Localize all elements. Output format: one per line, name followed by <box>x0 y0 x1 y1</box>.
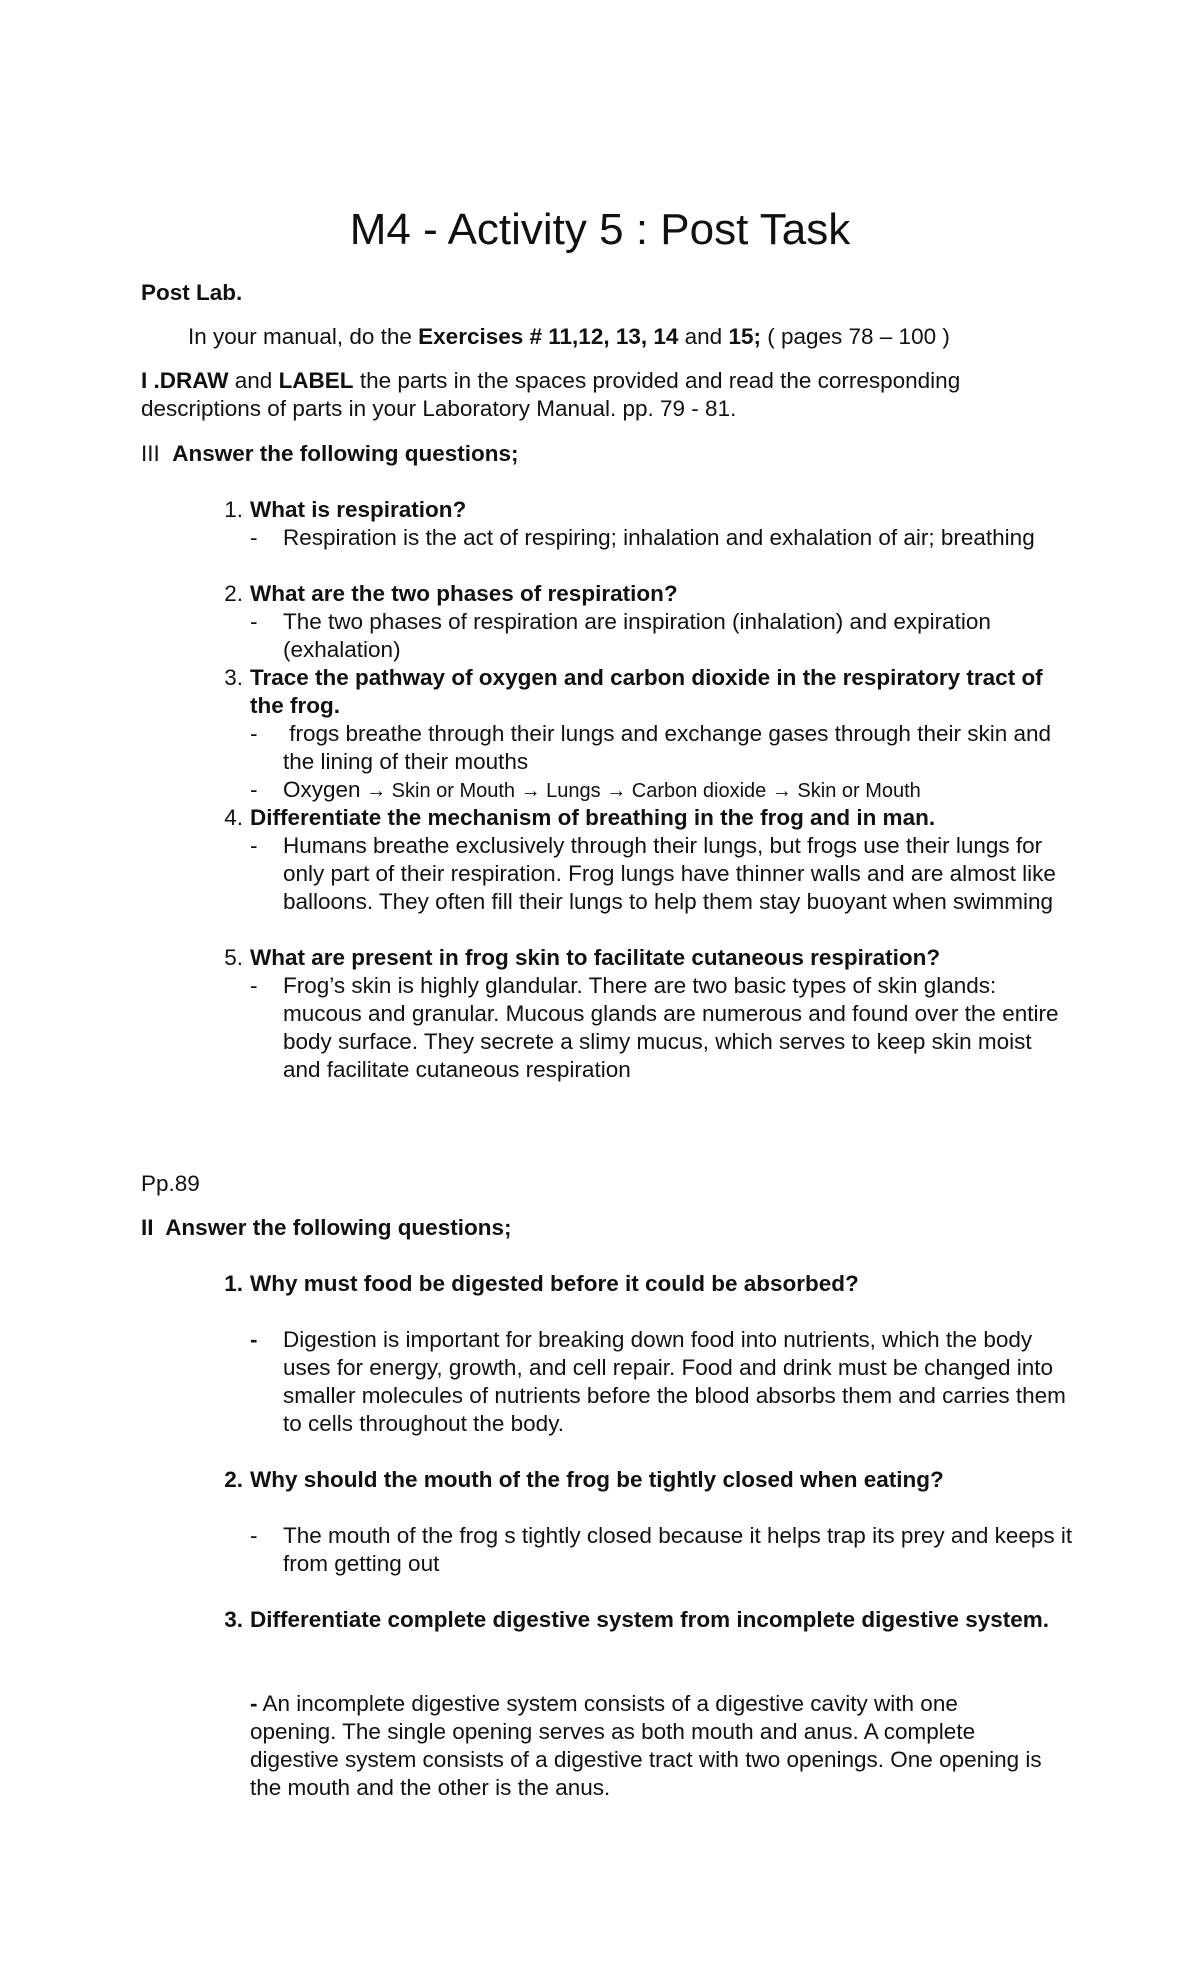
bullet-dash: - <box>250 525 258 550</box>
pathway-oxygen: Oxygen <box>283 777 361 802</box>
s2-q1-number: 1. <box>224 1271 243 1296</box>
section3-heading-line <box>141 440 519 468</box>
page-title: M4 - Activity 5 : Post Task <box>349 205 851 254</box>
s2-q3-answer-block <box>250 1690 1050 1802</box>
bullet-dash: - <box>250 1691 258 1716</box>
s2-q2-question: Why should the mouth of the frog be tightly closed when eating? <box>250 1467 944 1492</box>
section1-and: and <box>228 368 279 393</box>
bullet-dash: - <box>250 609 258 634</box>
s2-q2-answer: The mouth of the frog s tightly closed because it helps trap its prey and keeps it from getting out <box>283 1523 1073 1576</box>
section1-label: LABEL <box>278 368 354 393</box>
s3-q1-question: What is respiration? <box>250 497 467 522</box>
s2-q1-answer: Digestion is important for breaking down food into nutrients, which the body uses for energy, growth, and cell repair. Food and drink must be changed into smaller molecules of nutrients before the blood absorbs them and carries them to cells throughout the body. <box>283 1327 1066 1436</box>
s3-q4-answer: Humans breathe exclusively through their lungs, but frogs use their lungs for only part of their respiration. Frog lungs have thinner walls and are almost like balloons. They often fill their lungs to help them stay buoyant when swimming <box>283 833 1056 914</box>
s3-q1-number: 1. <box>224 497 243 522</box>
intro-and: and <box>678 324 729 349</box>
pathway-rest: → Skin or Mouth → Lungs → Carbon dioxide → Skin or Mouth <box>360 780 921 802</box>
s3-q4-question: Differentiate the mechanism of breathing in the frog and in man. <box>250 805 936 830</box>
bullet-dash: - <box>250 777 258 802</box>
intro-fifteen: 15; <box>728 324 761 349</box>
s2-q2-number: 2. <box>224 1467 243 1492</box>
page-reference: Pp.89 <box>141 1171 200 1196</box>
s3-q3-pathway <box>283 776 1073 805</box>
section3-roman: III <box>141 441 160 466</box>
intro-line <box>188 323 950 351</box>
s3-q5-answer: Frog’s skin is highly glandular. There are two basic types of skin glands: mucous and granular. Mucous glands are numerous and found over the entire body surface. They secrete a slimy mucus, which serves to keep skin moist and facilitate cutaneous respiration <box>283 973 1059 1082</box>
s3-q1-answer: Respiration is the act of respiring; inhalation and exhalation of air; breathing <box>283 525 1035 550</box>
intro-pre: In your manual, do the <box>188 324 419 349</box>
bullet-dash: - <box>250 721 258 746</box>
s2-q3-question: Differentiate complete digestive system from incomplete digestive system. <box>250 1607 1050 1632</box>
bullet-dash: - <box>250 973 258 998</box>
section1-draw: DRAW <box>159 368 229 393</box>
s2-q3-number: 3. <box>224 1607 243 1632</box>
section2-heading-line <box>141 1214 511 1242</box>
bullet-dash: - <box>250 833 258 858</box>
bullet-dash: - <box>250 1327 258 1352</box>
section1-line1 <box>141 367 960 395</box>
section1-roman: I . <box>141 368 160 393</box>
section2-heading: Answer the following questions; <box>165 1215 512 1240</box>
s3-q4-number: 4. <box>224 805 243 830</box>
section1-line2: descriptions of parts in your Laboratory Manual. pp. 79 - 81. <box>141 396 737 421</box>
intro-exercises: Exercises # 11,12, 13, 14 <box>418 324 679 349</box>
s2-q1-question: Why must food be digested before it could be absorbed? <box>250 1271 859 1296</box>
post-lab-heading: Post Lab. <box>141 280 243 305</box>
s3-q3-answer: frogs breathe through their lungs and exchange gases through their skin and the lining of their mouths <box>283 721 1058 774</box>
s3-q2-number: 2. <box>224 581 243 606</box>
s3-q5-number: 5. <box>224 945 243 970</box>
section2-roman: II <box>141 1215 154 1240</box>
section1-rest1: the parts in the spaces provided and read the corresponding <box>353 368 961 393</box>
s3-q5-question: What are present in frog skin to facilitate cutaneous respiration? <box>250 945 941 970</box>
s2-q3-answer: An incomplete digestive system consists of a digestive cavity with one opening. The single opening serves as both mouth and anus. A complete digestive system consists of a digestive tract with two openings. One opening is the mouth and the other is the anus. <box>250 1691 1042 1800</box>
s3-q2-answer: The two phases of respiration are inspiration (inhalation) and expiration (exhalation) <box>283 609 991 662</box>
bullet-dash: - <box>250 1523 258 1548</box>
s3-q3-number: 3. <box>224 665 243 690</box>
section3-heading: Answer the following questions; <box>172 441 519 466</box>
s3-q3-question: Trace the pathway of oxygen and carbon dioxide in the respiratory tract of the frog. <box>250 665 1043 718</box>
s3-q2-question: What are the two phases of respiration? <box>250 581 678 606</box>
intro-pages: ( pages 78 – 100 ) <box>760 324 950 349</box>
